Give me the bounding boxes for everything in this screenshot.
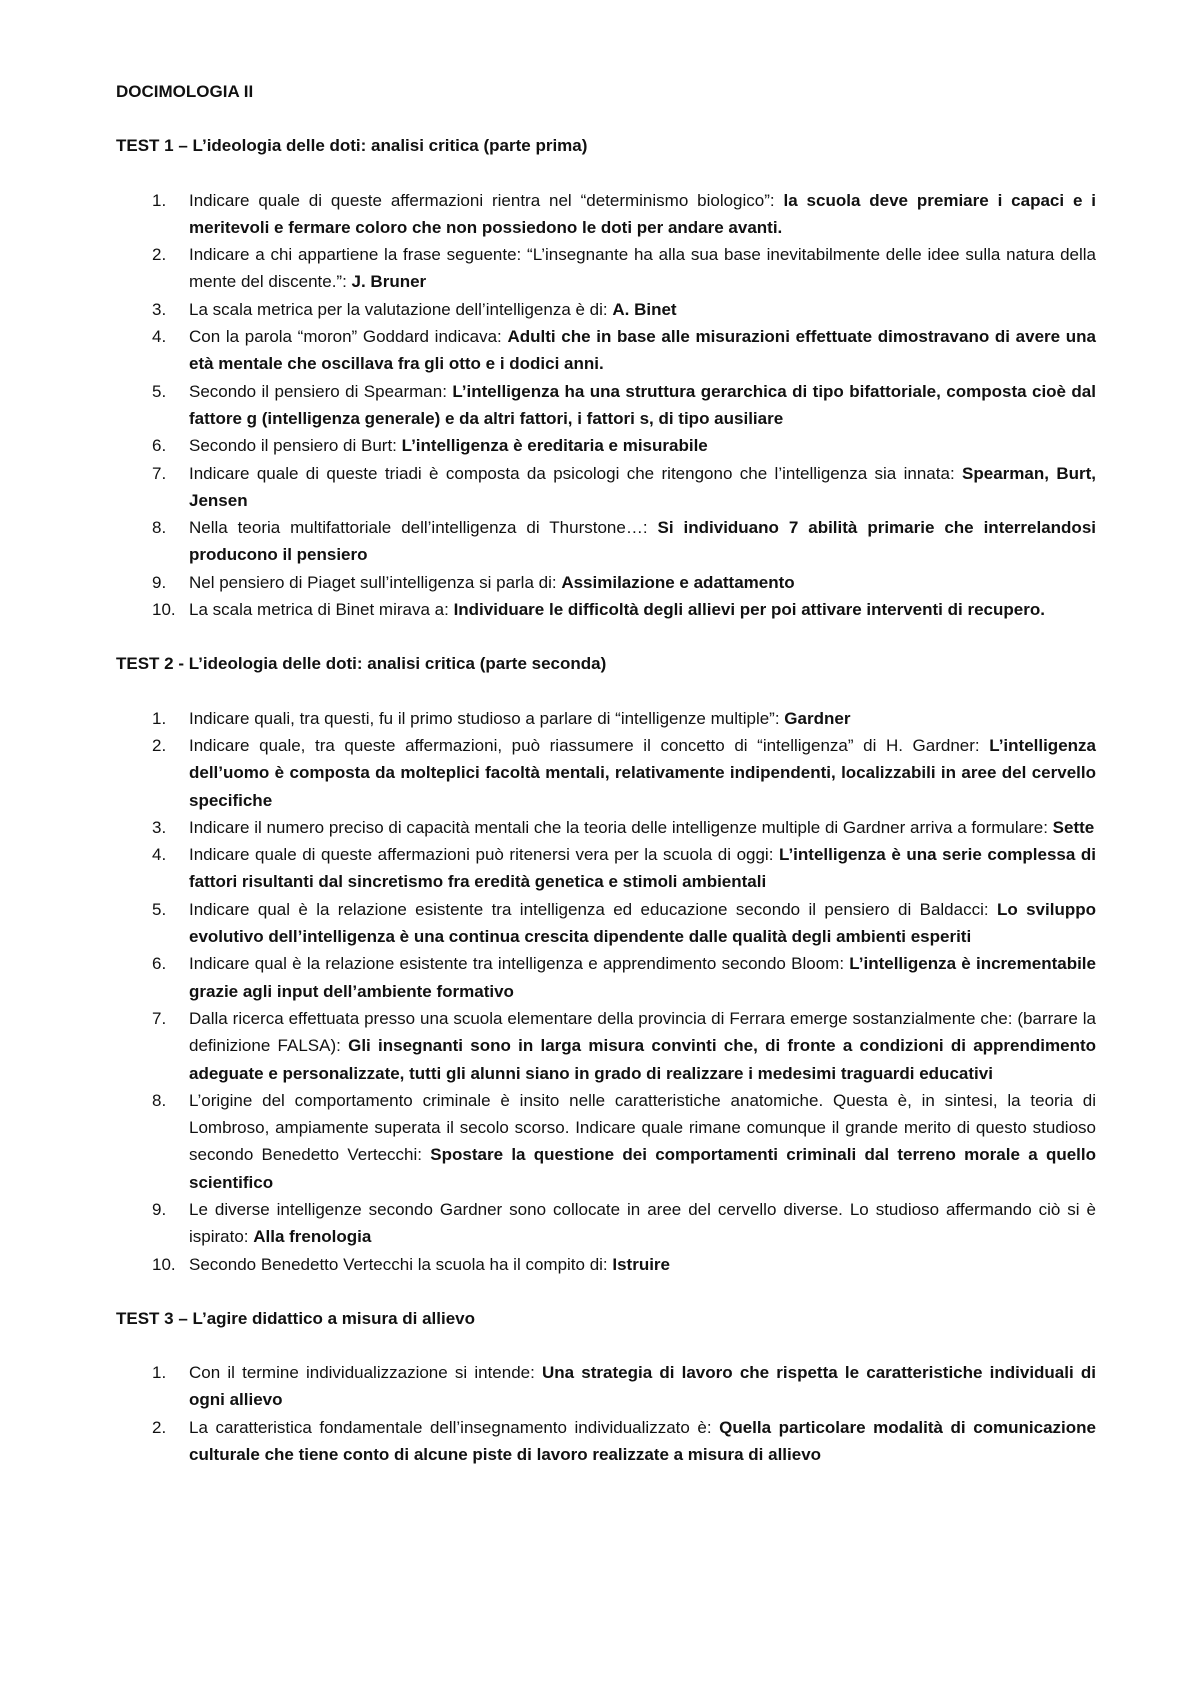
question-text: Indicare il numero preciso di capacità mentali che la teoria delle intelligenze multiple di Gardner arriva a formulare: xyxy=(189,817,1053,837)
question-number: 2. xyxy=(152,735,167,755)
question-text: Indicare qual è la relazione esistente tra intelligenza ed educazione secondo il pensiero di Baldacci: xyxy=(189,899,997,919)
question-text: Indicare a chi appartiene la frase seguente: “L’insegnante ha alla sua base inevitabilmente delle idee sulla natura della mente del discente.”: xyxy=(189,245,1096,292)
question-number: 8. xyxy=(152,518,167,538)
question-answer: L’intelligenza è incrementabile grazie agli input dell’ambiente formativo xyxy=(189,954,1096,1001)
question-number: 9. xyxy=(152,1199,167,1219)
question-number: 9. xyxy=(152,572,167,592)
question-item xyxy=(116,432,1096,459)
question-item xyxy=(116,378,1096,433)
question-item xyxy=(116,1251,1096,1278)
question-answer: Gardner xyxy=(784,708,851,728)
question-number: 1. xyxy=(152,190,167,210)
question-answer: L’intelligenza è una serie complessa di fattori risultanti dal sincretismo fra eredità genetica e stimoli ambientali xyxy=(189,845,1096,892)
question-item xyxy=(116,460,1096,515)
question-list xyxy=(116,705,1096,1278)
question-number: 1. xyxy=(152,1363,167,1383)
question-number: 2. xyxy=(152,1417,167,1437)
question-item xyxy=(116,1196,1096,1251)
question-text: Indicare qual è la relazione esistente tra intelligenza e apprendimento secondo Bloom: xyxy=(189,954,850,974)
question-text: Secondo il pensiero di Spearman: xyxy=(189,381,453,401)
question-text: Indicare quale di queste triadi è composta da psicologi che ritengono che l’intelligenza sia innata: xyxy=(189,463,963,483)
question-answer: Spearman, Burt, Jensen xyxy=(189,463,1097,510)
question-answer: Si individuano 7 abilità primarie che interrelandosi producono il pensiero xyxy=(189,518,1096,565)
question-item xyxy=(116,514,1096,569)
question-item xyxy=(116,187,1096,242)
question-text: Secondo Benedetto Vertecchi la scuola ha il compito di: xyxy=(189,1254,613,1274)
question-answer: Adulti che in base alle misurazioni effettuate dimostravano di avere una età mentale che oscillava fra gli otto e i dodici anni. xyxy=(189,327,1096,374)
question-number: 6. xyxy=(152,436,167,456)
question-number: 2. xyxy=(152,245,167,265)
question-item xyxy=(116,296,1096,323)
question-number: 7. xyxy=(152,1008,167,1028)
question-item xyxy=(116,705,1096,732)
question-answer: Alla frenologia xyxy=(253,1227,372,1247)
question-text: Le diverse intelligenze secondo Gardner sono collocate in aree del cervello diverse. Lo studioso affermando ciò si è ispirato: xyxy=(189,1199,1096,1247)
question-answer: J. Bruner xyxy=(351,272,427,292)
question-number: 3. xyxy=(152,817,167,837)
question-answer: L’intelligenza è ereditaria e misurabile xyxy=(401,436,708,456)
question-number: 1. xyxy=(152,708,167,728)
question-number: 3. xyxy=(152,299,167,319)
question-text: Indicare quale di queste affermazioni può ritenersi vera per la scuola di oggi: xyxy=(189,845,780,865)
question-text: Nel pensiero di Piaget sull’intelligenza si parla di: xyxy=(189,572,562,592)
question-answer: Lo sviluppo evolutivo dell’intelligenza è una continua crescita dipendente dalle qualità degli ambienti esperiti xyxy=(189,899,1096,947)
question-number: 8. xyxy=(152,1090,167,1110)
question-answer: Una strategia di lavoro che rispetta le caratteristiche individuali di ogni allievo xyxy=(189,1363,1096,1410)
question-answer: L’intelligenza ha una struttura gerarchica di tipo bifattoriale, composta cioè dal fattore g (intelligenza generale) e da altri fattori, i fattori s, di tipo ausiliare xyxy=(189,381,1096,428)
question-item xyxy=(116,1087,1096,1196)
question-number: 10. xyxy=(152,600,176,620)
section-test-2 xyxy=(116,650,1096,1278)
question-number: 4. xyxy=(152,327,167,347)
question-text: Indicare quale, tra queste affermazioni, può riassumere il concetto di “intelligenza” di H. Gardner: xyxy=(189,735,990,755)
question-item xyxy=(116,241,1096,296)
question-answer: Istruire xyxy=(612,1254,671,1274)
question-item xyxy=(116,596,1096,623)
question-answer: Gli insegnanti sono in larga misura convinti che, di fronte a condizioni di apprendimento adeguate e personalizzate, tutti gli alunni siano in grado di realizzare i medesimi traguardi educativi xyxy=(189,1036,1096,1083)
question-text: Nella teoria multifattoriale dell’intelligenza di Thurstone…: xyxy=(189,518,658,538)
question-text: L’origine del comportamento criminale è insito nelle caratteristiche anatomiche. Questa è, in sintesi, la teoria di Lombroso, ampiamente superata il secolo scorso. Indicare quale rimane comunque il grande merito di questo studioso secondo Benedetto Vertecchi: xyxy=(189,1090,1096,1165)
question-text: Con la parola “moron” Goddard indicava: xyxy=(189,327,508,347)
question-text: Con il termine individualizzazione si intende: xyxy=(189,1363,543,1383)
question-answer: L’intelligenza dell’uomo è composta da molteplici facoltà mentali, relativamente indipendenti, localizzabili in aree del cervello specifiche xyxy=(189,735,1096,810)
question-list xyxy=(116,1359,1096,1468)
section-test-1 xyxy=(116,132,1096,623)
question-answer: Quella particolare modalità di comunicazione culturale che tiene conto di alcune piste di lavoro realizzate a misura di allievo xyxy=(189,1417,1097,1465)
question-text: La scala metrica per la valutazione dell’intelligenza è di: xyxy=(189,299,613,319)
question-answer: Individuare le difficoltà degli allievi per poi attivare interventi di recupero. xyxy=(453,600,1045,620)
section-title: TEST 3 – L’agire didattico a misura di allievo xyxy=(116,1308,476,1328)
question-item xyxy=(116,732,1096,814)
question-text: Dalla ricerca effettuata presso una scuola elementare della provincia di Ferrara emerge sostanzialmente che: (barrare la definizione FALSA): xyxy=(189,1008,1096,1056)
question-number: 6. xyxy=(152,954,167,974)
question-item xyxy=(116,950,1096,1005)
question-text: Indicare quale di queste affermazioni rientra nel “determinismo biologico”: xyxy=(189,190,784,210)
question-number: 10. xyxy=(152,1254,176,1274)
question-text: Secondo il pensiero di Burt: xyxy=(189,436,402,456)
question-number: 5. xyxy=(152,381,167,401)
section-title: TEST 1 – L’ideologia delle doti: analisi critica (parte prima) xyxy=(116,136,588,156)
question-answer: A. Binet xyxy=(612,299,677,319)
question-item xyxy=(116,1359,1096,1414)
question-item xyxy=(116,814,1096,841)
question-item xyxy=(116,896,1096,951)
document-title: DOCIMOLOGIA II xyxy=(116,82,254,101)
question-answer: Assimilazione e adattamento xyxy=(561,572,795,592)
section-test-3 xyxy=(116,1305,1096,1468)
question-item xyxy=(116,1005,1096,1087)
question-answer: la scuola deve premiare i capaci e i meritevoli e fermare coloro che non possiedono le doti per andare avanti. xyxy=(189,190,1096,237)
question-item xyxy=(116,569,1096,596)
question-item xyxy=(116,323,1096,378)
question-list xyxy=(116,187,1096,624)
question-answer: Sette xyxy=(1052,817,1095,837)
question-number: 4. xyxy=(152,845,167,865)
section-title: TEST 2 - L’ideologia delle doti: analisi critica (parte seconda) xyxy=(116,654,607,674)
document-page xyxy=(116,78,1096,1495)
question-text: La caratteristica fondamentale dell’insegnamento individualizzato è: xyxy=(189,1417,720,1437)
question-item xyxy=(116,841,1096,896)
question-answer: Spostare la questione dei comportamenti criminali dal terreno morale a quello scientifico xyxy=(189,1145,1097,1192)
question-number: 7. xyxy=(152,463,167,483)
question-text: Indicare quali, tra questi, fu il primo studioso a parlare di “intelligenze multiple”: xyxy=(189,708,785,728)
question-item xyxy=(116,1414,1096,1469)
question-number: 5. xyxy=(152,899,167,919)
question-text: La scala metrica di Binet mirava a: xyxy=(189,600,454,620)
